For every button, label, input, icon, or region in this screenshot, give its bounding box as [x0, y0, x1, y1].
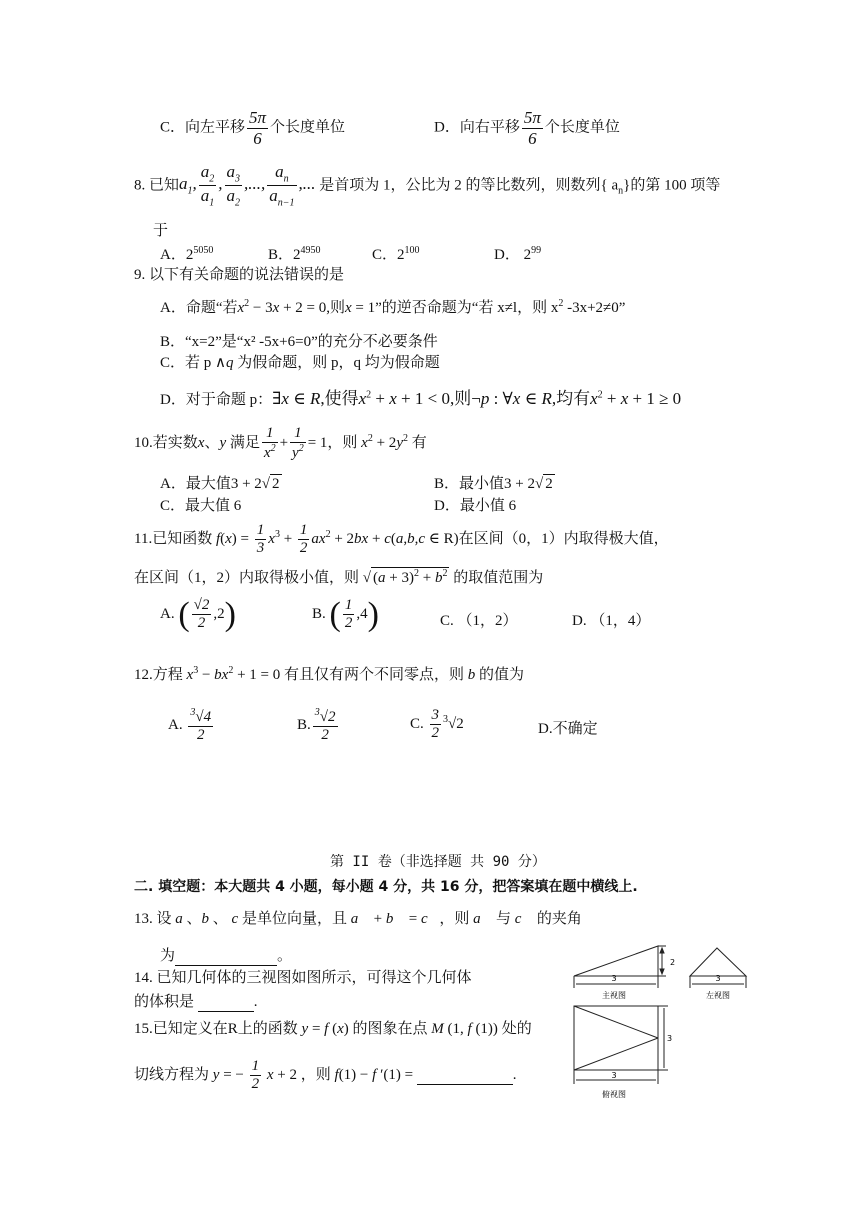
q10-option-c: C．最大值 6 — [160, 498, 242, 514]
q7-c-pre: C．向左平移 — [160, 119, 246, 136]
top-width-dim: 3 — [611, 1071, 617, 1080]
q13-line2: 为 。 — [160, 948, 293, 964]
q11-option-d: D. （1，4） — [572, 613, 651, 629]
q8-option-d: D． $2^{99}$ — [494, 245, 542, 263]
q14-answer-blank[interactable] — [198, 993, 254, 1012]
q7-d-fraction: $\frac{5\pi}{6}$ — [523, 108, 541, 148]
q13-stem: 13. 设 a 、b 、 c 是单位向量，且 a⃗ + b⃗ = c⃗，则 a⃗ 与 c⃗ 的夹角 — [134, 911, 582, 927]
q11-option-b: B. ( $\frac{1}{2}$ ,4) — [312, 595, 379, 633]
front-height-dim: 2 — [670, 958, 676, 967]
q13-answer-blank[interactable] — [175, 947, 277, 966]
q7-option-d — [434, 108, 620, 148]
q11-line2: 在区间（1，2）内取得极小值，则 √ $(a + 3)^2 + b^2$ 的取值范围为 — [134, 568, 544, 586]
q7-c-post: 个长度单位 — [270, 119, 346, 136]
q7-option-c — [160, 108, 345, 148]
q7-d-post: 个长度单位 — [544, 119, 620, 136]
q7-d-pre: D．向右平移 — [434, 119, 520, 136]
q12-option-c: C. $\frac{3}{2}$ $^3$√2 — [410, 707, 464, 742]
q11-option-a: A. ( $\frac{√2}{2}$ ,2) — [160, 595, 236, 633]
side-width-dim: 3 — [715, 974, 721, 983]
q14-line2: 的体积是 . — [134, 994, 258, 1010]
section-2-instructions: 二. 填空题：本大题共 4 小题，每小题 4 分，共 16 分，把答案填在题中横线上. — [134, 879, 638, 895]
top-view — [574, 1006, 668, 1084]
q9-option-a: A．命题“若$x^2 - 3x + 2 = 0$,则x = 1”的逆否命题为“若 x≠l，则 $x^2$ -3x+2≠0” — [160, 298, 626, 316]
q15-line2: 切线方程为 y = − $\frac{1}{2}$ x + 2 ，则 f(1) − f ′(1) = . — [134, 1058, 517, 1093]
top-height-dim: 3 — [667, 1034, 673, 1043]
q9-option-d: D．对于命题 p：∃x ∈ R,使得$x^2 + x + 1 < 0$,则¬p : ∀x ∈ R,均有$x^2 + x + 1 \ge 0$ — [160, 389, 682, 408]
q9-option-b: B．“x=2”是“x² -5x+6=0”的充分不必要条件 — [160, 334, 438, 350]
q7-c-fraction: $\frac{5\pi}{6}$ — [249, 108, 267, 148]
q11-stem: 11.已知函数 f(x) = $\frac{1}{3}$ $x^3$ + $\frac{1}{2}$ $ax^2 + 2bx + c(a,b,c$ ∈ R)在区间（0，1）内取得极大值， — [134, 522, 669, 557]
q9-stem: 9. 以下有关命题的说法错误的是 — [134, 267, 345, 283]
q8-option-c: C．$2^{100}$ — [372, 245, 420, 263]
q8-stem: 8. 已知$a_1$, $\frac{a_2}{a_1}$ , $\frac{a_3}{a_2}$ ,..., $\frac{a_n}{a_{n-1}}$ ,... 是首项为 1，公比为 2 的等比数列，则数列{ $a_n$}的第 100 项等 — [134, 162, 721, 209]
q10-option-b: B．最小值3 + 2√ 2 — [434, 476, 553, 492]
q12-option-d: D.不确定 — [538, 721, 598, 737]
q8-option-b: B．$2^{4950}$ — [268, 245, 321, 263]
q15-answer-blank[interactable] — [417, 1066, 513, 1085]
front-view-label: 主视图 — [602, 991, 626, 1000]
front-view — [574, 946, 666, 988]
q10-stem: 10.若实数x、y 满足 $\frac{1}{x^2}$ + $\frac{1}{y^2}$ = 1，则 $x^2 + 2y^2$ 有 — [134, 425, 427, 462]
q10-option-d: D．最小值 6 — [434, 498, 517, 514]
q11-option-c: C. （1，2） — [440, 613, 518, 629]
q15-stem: 15.已知定义在R上的函数 y = f (x) 的图象在点 M (1, f (1)) 处的 — [134, 1021, 532, 1037]
q12-stem: 12.方程 $x^3 - bx^2 + 1 = 0$ 有且仅有两个不同零点，则 b 的值为 — [134, 665, 525, 683]
side-view-label: 左视图 — [706, 991, 730, 1000]
three-view-figure — [566, 940, 796, 1110]
top-view-label: 俯视图 — [602, 1090, 626, 1099]
q8-cont: 于 — [153, 223, 169, 239]
q12-option-a: A. $\frac{^3√4}{2}$ — [168, 707, 212, 744]
section-2-title: 第 II 卷（非选择题 共 90 分） — [330, 854, 546, 870]
front-width-dim: 3 — [611, 974, 617, 983]
q10-option-a: A．最大值3 + 2√ 2 — [160, 476, 280, 492]
q8-sequence: $a_1$, $\frac{a_2}{a_1}$ , $\frac{a_3}{a_2}$ ,..., $\frac{a_n}{a_{n-1}}$ ,... — [179, 162, 316, 209]
q12-option-b: B. $\frac{^3√2}{2}$ — [297, 707, 336, 744]
q14-line1: 14. 已知几何体的三视图如图所示，可得这个几何体 — [134, 970, 472, 986]
q8-option-a: A．$2^{5050}$ — [160, 245, 214, 263]
q9-option-c: C．若 p ∧q 为假命题，则 p，q 均为假命题 — [160, 355, 440, 371]
